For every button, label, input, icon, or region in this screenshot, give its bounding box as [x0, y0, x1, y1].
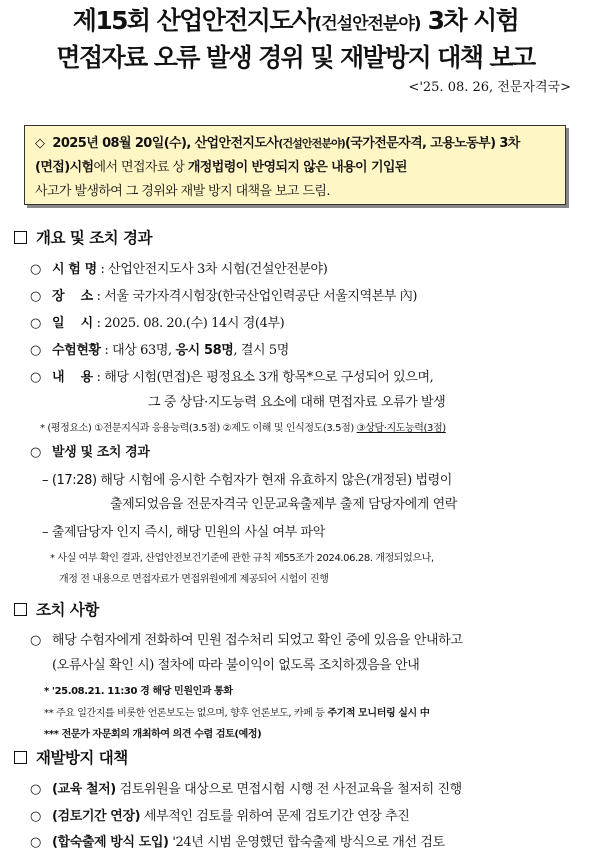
title-text: 제15회 산업안전지도사 [72, 6, 315, 35]
actions-line-2: (오류사실 확인 시) 절차에 따라 불이익이 없도록 조치하겠음을 안내 [52, 658, 420, 673]
actions-note-3: *** 전문가 자문회의 개최하여 의견 수렴 검토(예정) [44, 729, 262, 740]
title-line-1 [0, 4, 591, 41]
footnote-fact-check-2: 개정 전 내용으로 면접자료가 면접위원에게 제공되어 시험이 진행 [59, 574, 329, 585]
diamond-outline-icon: ◇ [35, 136, 45, 151]
section-heading-actions [14, 598, 99, 620]
prevention-item-residential-setting [30, 831, 445, 850]
summary-line-3: 사고가 발생하여 그 경위와 재발 방지 대책을 보고 드림. [35, 184, 330, 199]
title-text: 3차 시험 [420, 6, 519, 35]
row-value: : 2025. 08. 20.(수) 14시 경(4부) [96, 316, 285, 331]
section-title: 재발방지 대책 [36, 749, 128, 767]
note-text: 주기적 모니터링 실시 中 [327, 708, 430, 719]
actions-note-1: * '25.08.21. 11:30 경 해당 민원인과 통화 [44, 686, 233, 697]
summary-text: 2025년 08월 20일(수), 산업안전지도사 [52, 136, 279, 151]
actions-line-1 [30, 629, 463, 648]
bullet-circle-icon: ○ [30, 370, 41, 385]
row-progress [30, 441, 149, 460]
section-heading-prevention [14, 746, 128, 768]
bullet-circle-icon: ○ [30, 262, 41, 277]
bullet-circle-icon: ○ [30, 835, 41, 850]
item-label: (합숙출제 방식 도입) [52, 835, 169, 850]
section-title: 개요 및 조치 경과 [36, 229, 153, 247]
footnote-text: ③상담·지도능력(3점) [356, 423, 446, 434]
bullet-circle-icon: ○ [30, 809, 41, 824]
bullet-circle-icon: ○ [30, 343, 41, 358]
row-label: 발생 및 조치 경과 [52, 445, 150, 460]
square-outline-icon [14, 751, 27, 764]
actions-note-2 [44, 704, 430, 719]
row-label: 수험현황 [52, 343, 101, 358]
prevention-item-education [30, 778, 462, 797]
row-value: : 산업안전지도사 3차 시험(건설안전분야) [100, 262, 328, 277]
item-label: (교육 철저) [52, 782, 116, 797]
section-title: 조치 사항 [36, 601, 99, 619]
note-text: ** 주요 일간지를 비롯한 언론보도는 없으며, 향후 언론보도, 카페 등 [44, 708, 328, 719]
progress-text: 해당 시험에 응시한 수험자가 현재 유효하지 않은(개정된) 법령이 [100, 473, 452, 488]
square-outline-icon [14, 231, 27, 244]
footnote-fact-check-1: * 사실 여부 확인 결과, 산업안전보건기준에 관한 규칙 제55조가 2024.06.28. 개정되었으나, [50, 553, 434, 564]
summary-text: 개정법령이 반영되지 않은 내용이 기입된 [187, 160, 407, 175]
item-label: (검토기간 연장) [52, 809, 141, 824]
footnote-evaluation-elements [40, 419, 446, 434]
summary-text: (면접)시험 [35, 160, 94, 175]
summary-text: (건설안전분야) [278, 137, 345, 150]
bullet-circle-icon: ○ [30, 316, 41, 331]
summary-box [24, 125, 566, 205]
summary-text: 에서 면접자료 상 [93, 160, 188, 175]
progress-item-1 [42, 469, 452, 488]
summary-line-2 [35, 156, 557, 180]
row-value: 응시 58명 [175, 343, 234, 358]
actions-text: 해당 수험자에게 전화하여 민원 접수처리 되었고 확인 중에 있음을 안내하고 [52, 633, 463, 648]
item-text: 세부적인 검토를 위하여 문제 검토기간 연장 추진 [140, 809, 410, 824]
item-text: 검토위원을 대상으로 면접시험 시행 전 사전교육을 철저히 진행 [115, 782, 462, 797]
row-place [30, 285, 417, 304]
row-value: : 대상 63명, [104, 343, 176, 358]
row-label: 장 소 [52, 289, 93, 304]
bullet-circle-icon: ○ [30, 445, 41, 460]
bullet-circle-icon: ○ [30, 289, 41, 304]
footnote-text: * (평정요소) ①전문지식과 응용능력(3.5점) ②제도 이해 및 인식정도(3.5점) [40, 423, 357, 434]
section-heading-overview [14, 226, 152, 248]
summary-text: (국가전문자격, 고용노동부) 3차 [344, 136, 520, 151]
square-outline-icon [14, 603, 27, 616]
row-candidates [30, 339, 289, 358]
title-line-2: 면접자료 오류 발생 경위 및 재발방지 대책 보고 [56, 43, 535, 72]
summary-line-1 [35, 132, 557, 156]
item-text: '24년 시범 운영했던 합숙출제 방식으로 개선 검토 [168, 835, 445, 850]
row-label: 내 용 [52, 370, 93, 385]
title-field: (건설안전분야) [314, 14, 421, 34]
row-value: , 결시 5명 [233, 343, 289, 358]
row-content-continued: 그 중 상담·지도능력 요소에 대해 면접자료 오류가 발생 [148, 395, 446, 410]
row-value: : 해당 시험(면접)은 평정요소 3개 항목*으로 구성되어 있으며, [96, 370, 434, 385]
row-label: 시 험 명 [52, 262, 97, 277]
document-title [0, 4, 591, 75]
prevention-item-review-period [30, 805, 409, 824]
bullet-circle-icon: ○ [30, 782, 41, 797]
row-exam-name [30, 258, 327, 277]
row-date [30, 312, 284, 331]
progress-time: – (17:28) [42, 473, 101, 488]
progress-item-2: – 출제담당자 인지 즉시, 해당 민원의 사실 여부 파악 [42, 525, 325, 540]
progress-item-1-continued: 출제되었음을 전문자격국 인문교육출제부 출제 담당자에게 연락 [110, 497, 457, 512]
row-content [30, 366, 433, 385]
row-value: : 서울 국가자격시험장(한국산업인력공단 서울지역본부 內) [96, 289, 418, 304]
bullet-circle-icon: ○ [30, 633, 41, 648]
row-label: 일 시 [52, 316, 93, 331]
date-department: <'25. 08. 26, 전문자격국> [408, 80, 571, 95]
